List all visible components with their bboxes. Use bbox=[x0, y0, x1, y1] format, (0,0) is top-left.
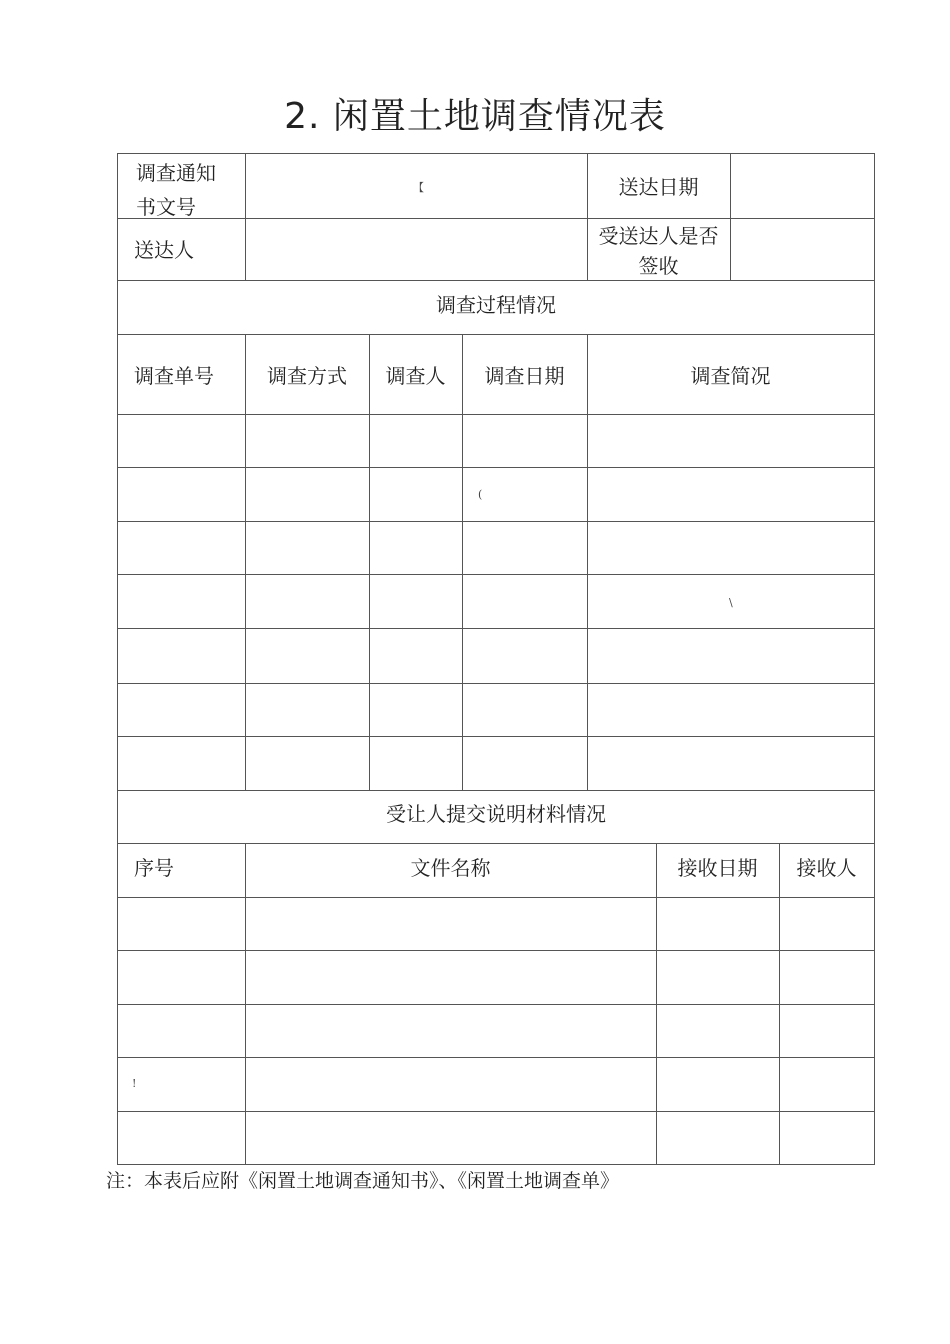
column-divider bbox=[462, 334, 463, 790]
row-divider bbox=[117, 1057, 875, 1058]
column-divider bbox=[779, 843, 780, 1164]
column-header: 调查简况 bbox=[690, 364, 771, 388]
row-divider bbox=[117, 280, 875, 281]
notice-number-label: 调查通知 bbox=[136, 161, 216, 185]
row-divider bbox=[117, 1111, 875, 1112]
stray-mark: \ bbox=[729, 596, 733, 609]
column-divider bbox=[369, 334, 370, 790]
notice-number-label-cont: 书文号 bbox=[136, 195, 196, 219]
materials-section-title: 受让人提交说明材料情况 bbox=[386, 802, 606, 826]
row-divider bbox=[117, 628, 875, 629]
column-divider bbox=[245, 334, 246, 790]
column-header: 调查方式 bbox=[267, 364, 347, 388]
survey-section-title: 调查过程情况 bbox=[436, 293, 556, 317]
column-header: 接收日期 bbox=[677, 856, 758, 880]
column-header: 调查日期 bbox=[484, 364, 565, 388]
stray-mark: ! bbox=[132, 1077, 137, 1090]
row-divider bbox=[117, 1164, 875, 1165]
deliverer-label: 送达人 bbox=[134, 238, 194, 262]
row-divider bbox=[117, 218, 875, 219]
column-header: 调查单号 bbox=[134, 364, 214, 388]
row-divider bbox=[117, 1004, 875, 1005]
row-divider bbox=[117, 153, 875, 154]
recipient-signed-label: 受送达人是否 bbox=[598, 224, 719, 248]
column-divider bbox=[587, 334, 588, 790]
column-header: 接收人 bbox=[796, 856, 857, 880]
stray-mark: ( bbox=[478, 488, 483, 501]
column-divider bbox=[730, 153, 731, 280]
column-header: 序号 bbox=[134, 856, 174, 880]
column-divider bbox=[245, 153, 246, 280]
row-divider bbox=[117, 467, 875, 468]
footnote: 注：本表后应附《闲置土地调查通知书》、《闲置土地调查单》 bbox=[106, 1170, 620, 1192]
row-divider bbox=[117, 790, 875, 791]
column-header: 文件名称 bbox=[410, 856, 491, 880]
row-divider bbox=[117, 414, 875, 415]
column-header: 调查人 bbox=[385, 364, 446, 388]
delivery-date-label: 送达日期 bbox=[618, 175, 699, 199]
row-divider bbox=[117, 950, 875, 951]
recipient-signed-label-cont: 签收 bbox=[638, 254, 679, 278]
row-divider bbox=[117, 843, 875, 844]
column-divider bbox=[656, 843, 657, 1164]
row-divider bbox=[117, 683, 875, 684]
stray-mark: 【 bbox=[413, 181, 424, 194]
row-divider bbox=[117, 897, 875, 898]
column-divider bbox=[245, 843, 246, 1164]
row-divider bbox=[117, 334, 875, 335]
row-divider bbox=[117, 574, 875, 575]
row-divider bbox=[117, 736, 875, 737]
page-title: 2. 闲置土地调查情况表 bbox=[284, 96, 666, 137]
row-divider bbox=[117, 521, 875, 522]
